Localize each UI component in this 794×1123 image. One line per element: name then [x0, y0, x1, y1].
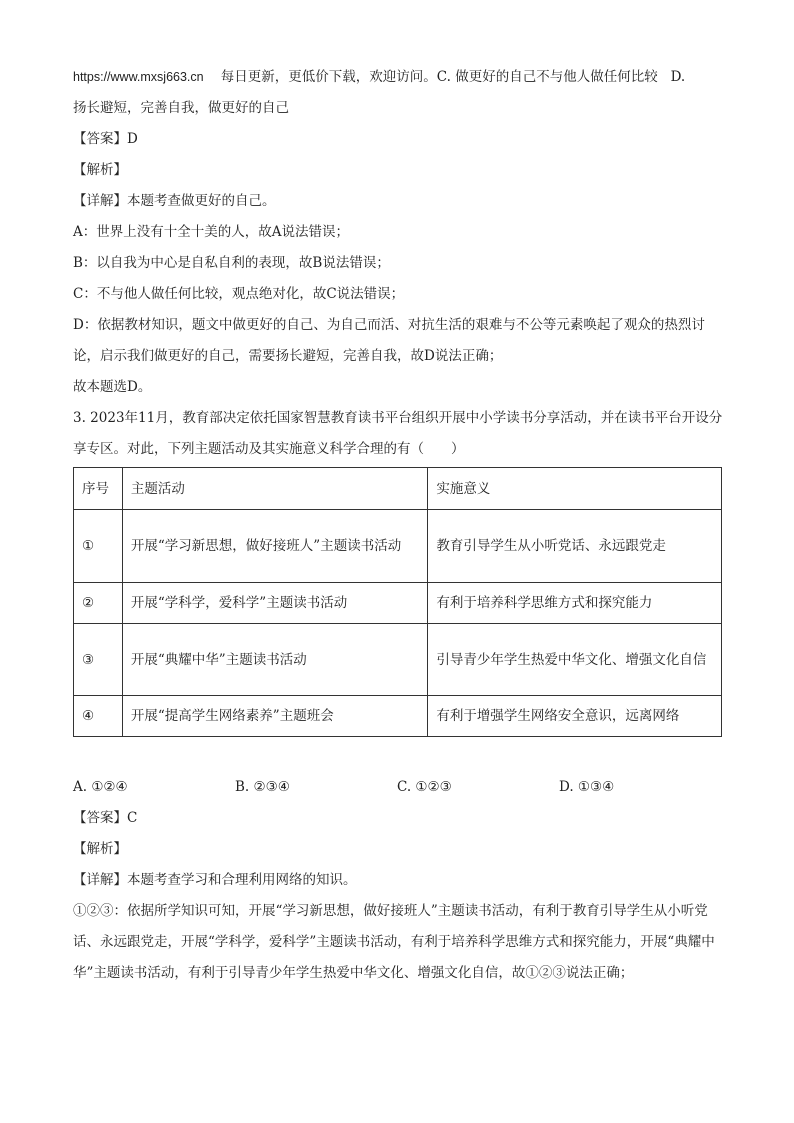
q3-table: [73, 467, 722, 737]
source-ad-text: 每日更新，更低价下载，欢迎访问。: [220, 69, 437, 85]
table-row: [74, 583, 722, 624]
q2-point-c: C：不与他人做任何比较，观点绝对化，故C说法错误；: [73, 286, 405, 302]
q3-answer: 【答案】C: [73, 810, 138, 826]
q3-detail: 【详解】本题考查学习和合理利用网络的知识。: [73, 872, 357, 888]
table-cell-index: ②: [74, 583, 123, 624]
table-cell-activity: 开展“学科学，爱科学”主题读书活动: [122, 583, 428, 624]
table-cell-activity: 开展“典耀中华”主题读书活动: [122, 624, 428, 696]
option-c-text: C. 做更好的自己不与他人做任何比较: [436, 69, 658, 85]
q2-conclusion: 故本题选D。: [73, 379, 152, 395]
table-header-row: [74, 468, 722, 510]
table-cell-activity: 开展“学习新思想，做好接班人”主题读书活动: [122, 510, 428, 583]
table-cell-index: ①: [74, 510, 123, 583]
q3-explanation: ①②③：依据所学知识可知，开展“学习新思想，做好接班人”主题读书活动，有利于教育引导学生从小听党话、永远跟党走，开展“学科学，爱科学”主题读书活动，有利于培养科学思维方式和探究能力，开展“典耀中华”主题读书活动，有利于引导青少年学生热爱中华文化、增强文化自信，故①②③说法正确；: [73, 903, 715, 981]
q3-option-d: D. ①③④: [559, 779, 615, 795]
option-d-text: 扬长避短，完善自我，做更好的自己: [73, 100, 289, 116]
table-cell-meaning: 教育引导学生从小听党话、永远跟党走: [428, 510, 722, 583]
table-header-cell: 序号: [74, 468, 123, 510]
q2-point-d: D：依据教材知识，题文中做更好的自己、为自己而活、对抗生活的艰难与不公等元素唤起了观众的热烈讨论，启示我们做更好的自己，需要扬长避短，完善自我，故D说法正确；: [73, 317, 705, 364]
table-row: [74, 510, 722, 583]
q3-stem: 3. 2023年11月，教育部决定依托国家智慧教育读书平台组织开展中小学读书分享活动，并在读书平台开设分享专区。对此，下列主题活动及其实施意义科学合理的有（ ）: [73, 410, 723, 457]
table-cell-meaning: 引导青少年学生热爱中华文化、增强文化自信: [428, 624, 722, 696]
q2-detail: 【详解】本题考查做更好的自己。: [73, 193, 276, 209]
table-cell-index: ③: [74, 624, 123, 696]
table-cell-meaning: 有利于增强学生网络安全意识，远离网络: [428, 696, 722, 737]
table-row: [74, 696, 722, 737]
table-header-cell: 主题活动: [122, 468, 428, 510]
source-url[interactable]: https://www.mxsj663.cn: [73, 70, 204, 84]
table-cell-activity: 开展“提高学生网络素养”主题班会: [122, 696, 428, 737]
q2-point-b: B：以自我为中心是自私自利的表现，故B说法错误；: [73, 255, 390, 271]
q3-option-b: B. ②③④: [235, 779, 290, 795]
q2-point-a: A：世界上没有十全十美的人，故A说法错误；: [73, 224, 349, 240]
q3-analysis-label: 【解析】: [73, 841, 127, 857]
page-content: [73, 62, 723, 989]
q3-options: [73, 772, 723, 803]
table-row: [74, 624, 722, 696]
q3-option-a: A. ①②④: [73, 779, 128, 795]
q2-analysis-label: 【解析】: [73, 162, 127, 178]
q2-answer: 【答案】D: [73, 131, 138, 147]
intro-line-1: [73, 62, 723, 93]
table-cell-meaning: 有利于培养科学思维方式和探究能力: [428, 583, 722, 624]
q3-option-c: C. ①②③: [397, 779, 452, 795]
table-cell-index: ④: [74, 696, 123, 737]
option-d-prefix: D.: [670, 69, 686, 85]
table-header-cell: 实施意义: [428, 468, 722, 510]
